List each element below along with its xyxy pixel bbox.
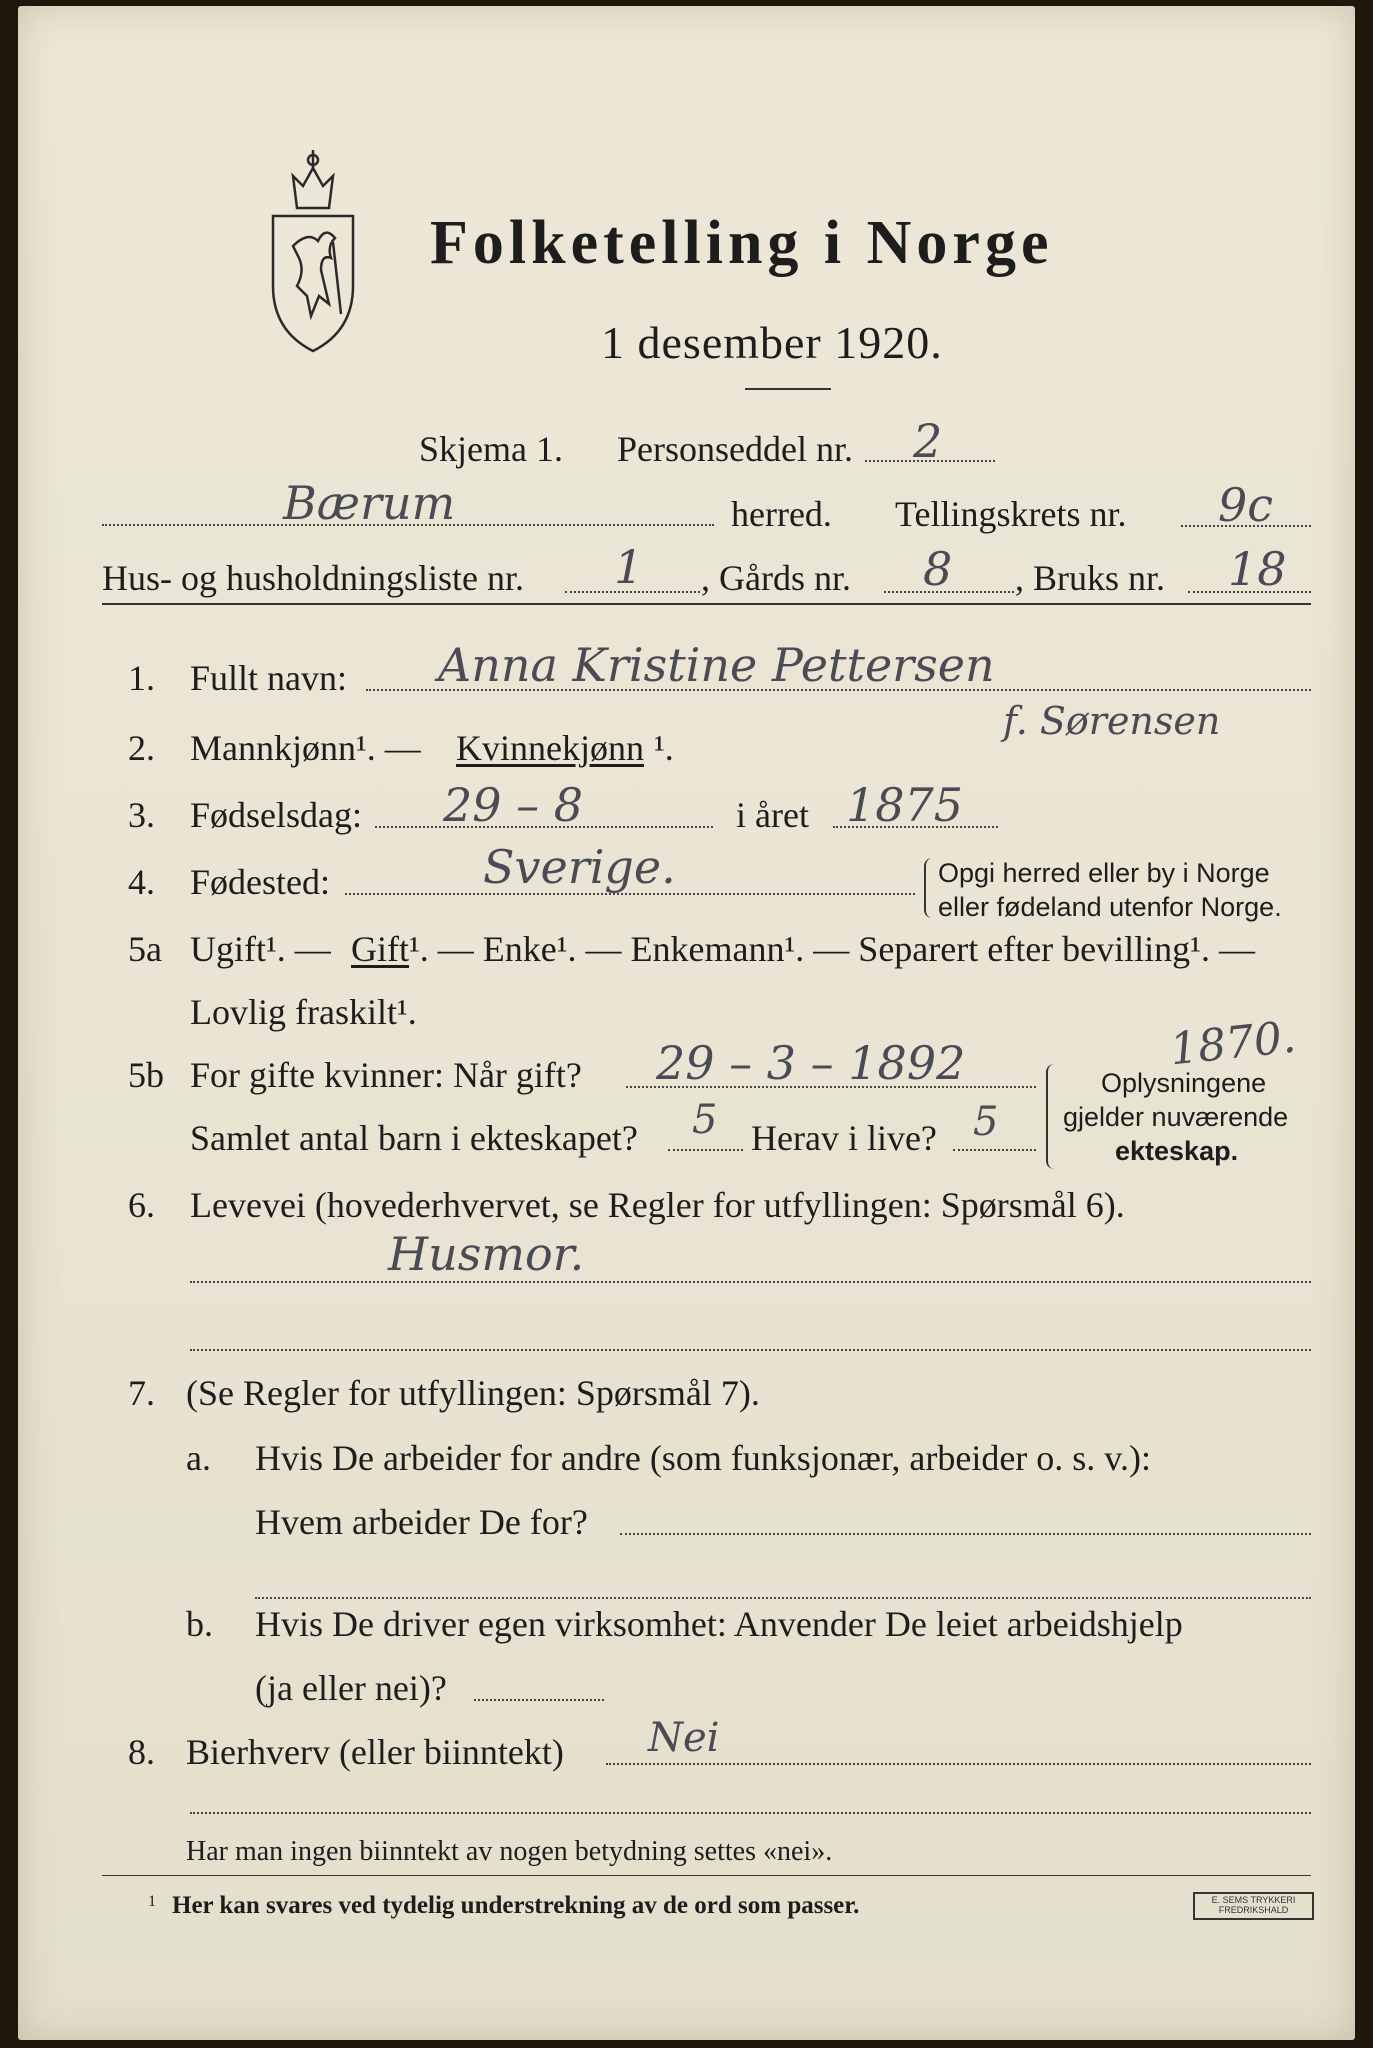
marriage-date-value: 29 – 3 – 1892 — [656, 1036, 966, 1090]
q5a-label-rest: ¹. — Enke¹. — Enkemann¹. — Separert efter bevilling¹. — — [409, 929, 1255, 969]
personseddel-value: 2 — [913, 414, 943, 468]
q8-note: Har man ingen biinntekt av nogen betydning settes «nei». — [186, 1836, 833, 1867]
coat-of-arms-emblem — [263, 146, 363, 356]
bruks-label: , Bruks nr. — [1015, 558, 1166, 598]
q4-note-line2: eller fødeland utenfor Norge. — [938, 892, 1282, 922]
form-subtitle: 1 desember 1920. — [601, 317, 943, 368]
q2-label-mann: Mannkjønn¹. — — [190, 728, 421, 768]
title-divider — [745, 388, 831, 390]
full-name-value: Anna Kristine Pettersen — [438, 638, 995, 692]
q3-number: 3. — [128, 795, 155, 835]
q3-year-label: i året — [736, 795, 809, 835]
q6-label: Levevei (hovederhvervet, se Regler for utfyllingen: Spørsmål 6). — [190, 1185, 1125, 1225]
footnote-divider — [102, 1875, 1311, 1876]
tellingskrets-value: 9c — [1218, 478, 1274, 532]
footnote-marker: 1 — [148, 1893, 156, 1910]
employer-field-line2[interactable] — [255, 1597, 1311, 1599]
q7-number: 7. — [128, 1373, 155, 1413]
q5b-note-brace — [1046, 1064, 1058, 1169]
q7b-line2: (ja eller nei)? — [255, 1668, 447, 1708]
children-field[interactable] — [668, 1149, 743, 1151]
q5b-label: For gifte kvinner: Når gift? — [190, 1055, 582, 1095]
hus-value: 1 — [614, 540, 644, 594]
q4-label: Fødested: — [190, 862, 330, 902]
q6-number: 6. — [128, 1185, 155, 1225]
tellingskrets-label: Tellingskrets nr. — [895, 494, 1127, 534]
census-form — [18, 6, 1355, 2040]
q7a-line2: Hvem arbeider De for? — [255, 1502, 588, 1542]
q1-number: 1. — [128, 658, 155, 698]
hired-help-field[interactable] — [474, 1699, 604, 1701]
herred-value: Bærum — [283, 476, 456, 530]
q5b-number: 5b — [128, 1055, 164, 1095]
occupation-value: Husmor. — [388, 1227, 585, 1281]
q4-number: 4. — [128, 862, 155, 902]
birthdate-value: 29 – 8 — [443, 778, 584, 832]
side-income-value: Nei — [648, 1715, 720, 1761]
q7a-line1: Hvis De arbeider for andre (som funksjonær, arbeider o. s. v.): — [255, 1438, 1151, 1478]
printer-stamp-line1: E. SEMS TRYKKERI — [1211, 1895, 1296, 1905]
herred-label: herred. — [731, 494, 832, 534]
q5b-extra-value: 1870. — [1167, 1011, 1299, 1076]
gards-label: , Gårds nr. — [701, 558, 851, 598]
q5b-note-line2: gjelder nuværende — [1063, 1102, 1289, 1132]
q5a-number: 5a — [128, 929, 162, 969]
q7b-line1: Hvis De driver egen virksomhet: Anvender De leiet arbeidshjelp — [255, 1604, 1183, 1644]
header-divider — [102, 603, 1311, 605]
side-income-field-line2[interactable] — [190, 1812, 1311, 1814]
q5a-label-gift: Gift — [351, 929, 409, 969]
side-income-field[interactable] — [606, 1763, 1311, 1765]
q5b-note-line3: ekteskap. — [1115, 1136, 1239, 1166]
children-value: 5 — [692, 1097, 718, 1143]
q7b-letter: b. — [186, 1604, 213, 1644]
maiden-name-value: f. Sørensen — [1003, 699, 1221, 743]
q5b-barn-label: Samlet antal barn i ekteskapet? — [190, 1118, 638, 1158]
q2-number: 2. — [128, 728, 155, 768]
q3-label: Fødselsdag: — [190, 795, 363, 835]
children-alive-field[interactable] — [953, 1149, 1036, 1151]
personseddel-label: Personseddel nr. — [617, 429, 853, 469]
q4-note-line1: Opgi herred eller by i Norge — [938, 858, 1270, 888]
children-alive-value: 5 — [973, 1099, 999, 1145]
birthyear-value: 1875 — [846, 778, 964, 832]
q2-label-suffix: ¹. — [654, 728, 674, 768]
printer-stamp-line2: FREDRIKSHALD — [1218, 1904, 1289, 1915]
birthplace-value: Sverige. — [483, 840, 676, 894]
gards-value: 8 — [923, 542, 953, 596]
form-title: Folketelling i Norge — [430, 209, 1054, 277]
q5b-ilive-label: Herav i live? — [751, 1118, 937, 1158]
q5a-line2: Lovlig fraskilt¹. — [190, 992, 417, 1032]
q7a-letter: a. — [186, 1438, 211, 1478]
hus-label: Hus- og husholdningsliste nr. — [102, 558, 525, 598]
q5a-label-ugift: Ugift¹. — — [190, 929, 331, 969]
q5b-note-line1: Oplysningene — [1101, 1068, 1267, 1098]
q1-label: Fullt navn: — [190, 658, 348, 698]
footnote-text: Her kan svares ved tydelig understrekning av de ord som passer. — [172, 1892, 860, 1919]
bruks-value: 18 — [1228, 542, 1287, 596]
q2-label-kvinne: Kvinnekjønn — [456, 728, 644, 768]
skjema-label: Skjema 1. — [419, 429, 563, 469]
occupation-field[interactable] — [190, 1281, 1311, 1283]
q8-label: Bierhverv (eller biinntekt) — [186, 1732, 564, 1772]
printer-stamp — [1193, 1892, 1314, 1920]
occupation-field-line2[interactable] — [190, 1349, 1311, 1351]
employer-field[interactable] — [620, 1533, 1311, 1535]
q4-note-brace — [924, 858, 936, 918]
q8-number: 8. — [128, 1732, 155, 1772]
q7-label: (Se Regler for utfyllingen: Spørsmål 7). — [186, 1373, 760, 1413]
